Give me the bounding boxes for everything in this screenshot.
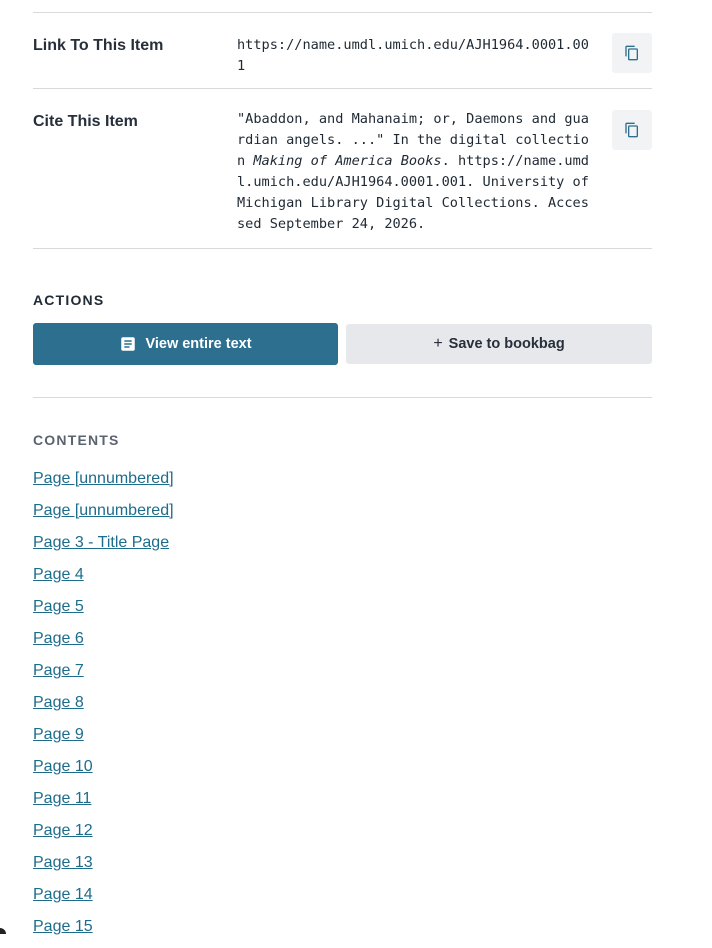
actions-heading: ACTIONS [33,292,105,308]
contents-list-item [33,532,174,564]
copy-icon [624,122,640,138]
window-corner [0,928,6,934]
contents-page-link[interactable]: Page [unnumbered] [33,470,174,487]
contents-list [33,468,174,948]
cite-item-row [33,89,652,247]
contents-list-item [33,692,174,724]
contents-page-link[interactable]: Page 15 [33,918,93,935]
contents-page-link[interactable]: Page 5 [33,598,84,615]
contents-page-link[interactable]: Page [unnumbered] [33,502,174,519]
contents-list-item [33,724,174,756]
citation-part1: "Abaddon, and Mahanaim; or, Daemons and guardian angels. ..." In the digital collection [237,111,589,169]
contents-page-link[interactable]: Page 8 [33,694,84,711]
copy-link-button[interactable] [612,33,652,73]
divider [33,248,652,249]
contents-page-link[interactable]: Page 13 [33,854,93,871]
link-to-item-value: https://name.umdl.umich.edu/AJH1964.0001.001 [237,37,589,74]
contents-list-item [33,788,174,820]
view-entire-text-label: View entire text [145,336,252,352]
copy-icon [624,45,640,61]
contents-page-link[interactable]: Page 9 [33,726,84,743]
link-to-item-row [33,13,652,75]
contents-list-item [33,820,174,852]
view-entire-text-button[interactable] [33,323,338,365]
contents-list-item [33,852,174,884]
contents-list-item [33,564,174,596]
contents-list-item [33,756,174,788]
contents-list-item [33,628,174,660]
contents-page-link[interactable]: Page 10 [33,758,93,775]
divider [33,397,652,398]
contents-heading: CONTENTS [33,432,120,448]
contents-page-link[interactable]: Page 14 [33,886,93,903]
citation-collection: Making of America Books [253,153,442,169]
contents-page-link[interactable]: Page 12 [33,822,93,839]
copy-citation-button[interactable] [612,110,652,150]
citation-part2: . https://name.umdl.umich.edu/AJH1964.0001.001. University of Michigan Library Digital Collections. Accessed September 24, 2026. [237,153,589,232]
contents-page-link[interactable]: Page 3 - Title Page [33,534,170,551]
save-to-bookbag-button[interactable] [346,324,652,364]
contents-list-item [33,660,174,692]
contents-list-item [33,884,174,916]
cite-item-label: Cite This Item [33,113,138,130]
contents-page-link[interactable]: Page 11 [33,790,92,807]
citation-text [237,109,597,235]
contents-page-link[interactable]: Page 4 [33,566,84,583]
contents-list-item [33,468,174,500]
document-icon [119,335,137,353]
contents-page-link[interactable]: Page 7 [33,662,84,679]
contents-list-item [33,500,174,532]
contents-list-item [33,916,174,948]
plus-icon: + [433,335,443,352]
contents-page-link[interactable]: Page 6 [33,630,84,647]
link-to-item-label: Link To This Item [33,37,164,54]
contents-list-item [33,596,174,628]
save-to-bookbag-label: Save to bookbag [448,336,565,352]
